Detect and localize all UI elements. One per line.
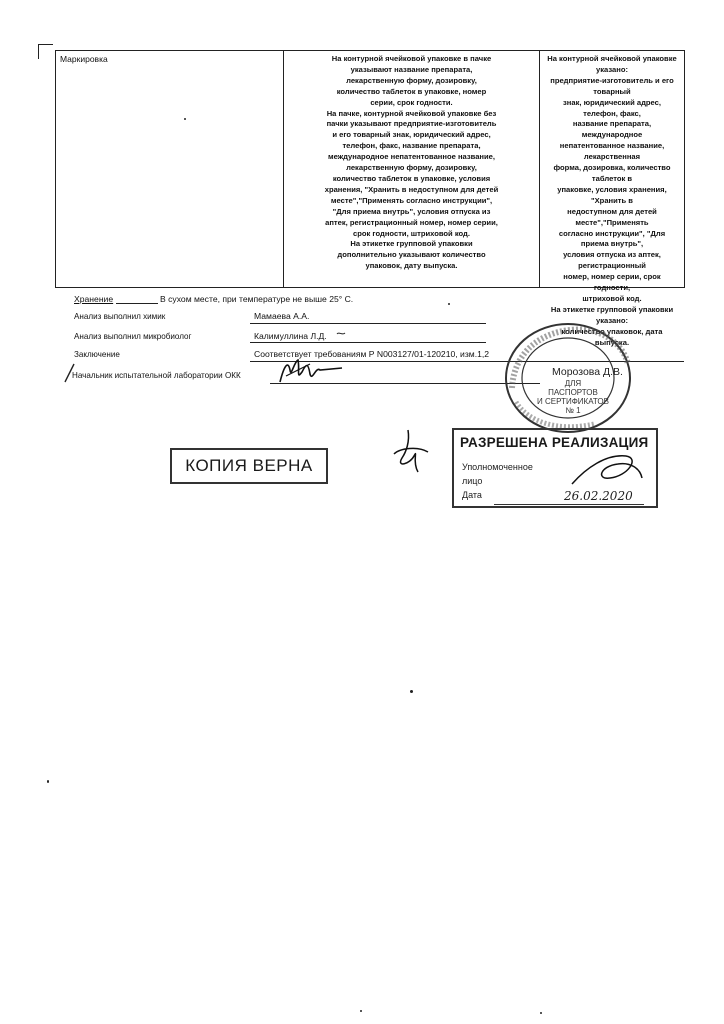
scan-speck (47, 780, 49, 783)
marking-line: месте","Применять согласно инструкции", (330, 195, 493, 205)
marking-line: На этикетке групповой упаковки (350, 239, 473, 249)
permission-authorized: Уполномоченное (462, 462, 533, 472)
small-mark (336, 330, 346, 338)
marking-line: название препарата, международное (572, 119, 652, 140)
marking-line: номер, номер серии, срок годности, (563, 272, 661, 293)
chemist-underline (250, 323, 486, 324)
copy-signature (388, 428, 432, 476)
marking-result-text (540, 51, 684, 348)
marking-line: На этикетке групповой упаковки указано: (550, 304, 674, 325)
margin-tick (62, 362, 76, 384)
marking-requirement-cell (284, 51, 540, 287)
scan-speck (448, 303, 450, 305)
chemist-label: Анализ выполнил химик (74, 312, 166, 321)
storage-label: Хранение (74, 294, 114, 304)
marking-line: телефон, факс, название препарата, (342, 141, 481, 151)
microbiologist-underline (250, 342, 486, 343)
marking-label: Маркировка (60, 54, 108, 64)
marking-line: недоступном для детей месте","Применять (567, 206, 657, 227)
copy-stamp: КОПИЯ ВЕРНА (170, 448, 328, 484)
marking-requirement-text (284, 51, 539, 272)
marking-line: На контурной ячейковой упаковке указано: (547, 54, 677, 74)
microbiologist-label: Анализ выполнил микробиолог (74, 332, 192, 341)
permission-signature (566, 448, 646, 490)
marking-line: штриховой код. (582, 293, 642, 303)
marking-line: пачки указывают предприятие-изготовитель (326, 119, 497, 129)
marking-line: знак, юридический адрес, телефон, факс, (562, 97, 662, 118)
chemist-value: Мамаева А.А. (254, 311, 310, 321)
storage-value: В сухом месте, при температуре не выше 25° С. (160, 294, 354, 304)
permission-date: 26.02.2020 (564, 489, 633, 503)
seal-person-name: Морозова Д.В. (552, 366, 623, 378)
marking-line: упаковке, условия хранения, "Хранить в (557, 184, 667, 205)
marking-line: количество таблеток в упаковке, условия (332, 173, 491, 183)
marking-line: количество упаковок, дата выпуска. (561, 326, 663, 347)
marking-line: предприятие-изготовитель и его товарный (550, 75, 674, 96)
conclusion-label: Заключение (74, 350, 120, 359)
permission-person: лицо (462, 476, 483, 486)
marking-line: хранения, "Хранить в недоступном для детей (324, 184, 499, 194)
marking-line: условия отпуска из аптек, регистрационный (563, 250, 661, 271)
marking-line: указывают название препарата, (350, 64, 473, 74)
marking-line: срок годности, штриховой код. (353, 228, 470, 238)
permission-stamp (452, 428, 658, 508)
marking-line: серии, срок годности. (370, 97, 453, 107)
marking-result-cell (540, 51, 684, 347)
seal-line-2: ПАСПОРТОВ (548, 388, 598, 397)
marking-line: количество таблеток в упаковке, номер (336, 86, 487, 96)
marking-line: "Для приема внутрь", условия отпуска из (332, 206, 491, 216)
scan-speck (410, 690, 413, 693)
corner-mark (38, 44, 53, 59)
scan-speck (184, 118, 186, 120)
marking-label-cell (56, 51, 284, 287)
marking-line: упаковок, дату выпуска. (365, 261, 458, 271)
seal-line-4: № 1 (565, 406, 581, 415)
marking-line: согласно инструкции", "Для приема внутрь", (558, 228, 666, 249)
marking-line: лекарственную форму, дозировку, (346, 163, 477, 173)
storage-underline (116, 303, 158, 304)
microbiologist-value: Калимуллина Л.Д. (254, 331, 327, 341)
seal-line-1: ДЛЯ (564, 379, 582, 388)
marking-line: международное непатентованное название, (327, 152, 496, 162)
marking-line: аптек, регистрационный номер, номер серии, (325, 217, 498, 227)
scan-speck (360, 1010, 362, 1012)
marking-line: и его товарный знак, юридический адрес, (332, 130, 491, 140)
permission-date-line (494, 504, 644, 505)
head-signature (276, 356, 346, 386)
scan-speck (540, 1012, 542, 1014)
marking-line: дополнительно указывают количество (337, 250, 486, 260)
seal-line-3: И СЕРТИФИКАТОВ (537, 397, 609, 406)
marking-line: непатентованное название, лекарственная (559, 141, 665, 162)
head-label: Начальник испытательной лаборатории ОКК (72, 371, 241, 380)
conclusion-value: Соответствует требованиям Р N003127/01-120210, изм.1,2 (254, 349, 490, 359)
marking-line: На пачке, контурной ячейковой упаковке без (326, 108, 497, 118)
marking-line: На контурной ячейковой упаковке в пачке (331, 54, 492, 63)
permission-title: РАЗРЕШЕНА РЕАЛИЗАЦИЯ (460, 435, 649, 450)
permission-date-label: Дата (462, 490, 482, 500)
marking-line: лекарственную форму, дозировку, (346, 75, 477, 85)
marking-line: форма, дозировка, количество таблеток в (553, 163, 671, 183)
